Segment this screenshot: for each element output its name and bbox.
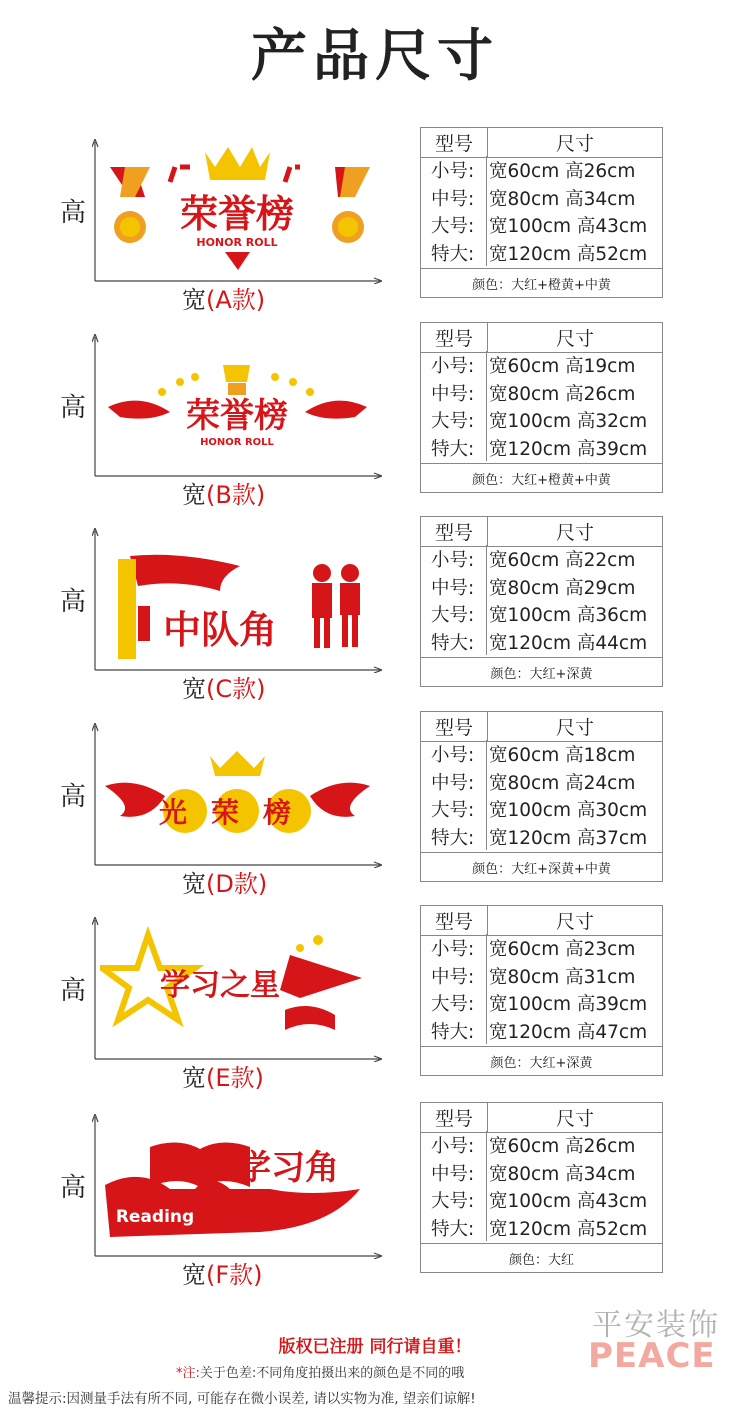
width-text: 宽 [182,481,206,509]
copyright-notice: 版权已注册 同行请自重！ [278,1337,472,1357]
size-table [420,127,663,298]
size-dims: 宽80cm 高31cm [489,966,636,988]
header-model: 型号 [421,1103,488,1133]
size-name: 小号: [431,1136,475,1157]
size-row [421,1216,662,1244]
size-cell [421,547,663,658]
table-body-row [421,936,663,1047]
size-table [420,516,663,687]
width-text: 宽 [182,870,206,898]
size-row [421,547,662,575]
size-row [421,213,662,241]
illus-main-text: 荣誉榜 [186,396,288,436]
table-divider [486,740,487,850]
color-row [421,853,663,882]
size-dims: 宽80cm 高34cm [489,188,636,210]
size-table [420,322,663,493]
size-row [421,241,662,269]
illus-sub-text: Reading [115,1207,195,1227]
size-cell [421,1133,663,1244]
size-dims: 宽60cm 高22cm [489,550,636,571]
product-section [0,322,750,512]
color-cell: 颜色：大红+深黄 [421,1047,663,1076]
glory-board-illustration [100,726,375,861]
size-dims: 宽100cm 高36cm [489,605,648,626]
size-row [421,825,662,853]
size-list [421,158,662,268]
size-dims: 宽100cm 高43cm [489,1191,648,1212]
size-row [421,158,662,186]
size-dims: 宽120cm 高39cm [489,438,648,460]
header-size: 尺寸 [488,906,663,936]
size-name: 特大: [431,827,475,849]
size-cell [421,158,663,269]
product-illustration [100,142,375,277]
table-divider [486,934,487,1044]
size-dims: 宽60cm 高26cm [489,1136,636,1157]
header-size: 尺寸 [488,128,663,158]
table-header-row [421,517,663,547]
size-name: 中号: [431,966,475,988]
product-section [0,127,750,317]
table-body-row [421,353,663,464]
size-row [421,408,662,436]
size-row [421,436,662,464]
width-text: 宽 [182,1261,206,1289]
size-dims: 宽100cm 高43cm [489,216,648,237]
size-dims: 宽80cm 高29cm [489,577,636,599]
size-name: 中号: [431,188,475,210]
table-header-row [421,128,663,158]
size-row [421,630,662,658]
table-header-row [421,323,663,353]
size-name: 中号: [431,1163,475,1185]
width-label [182,669,265,704]
table-divider [486,1131,487,1241]
illus-main-text: 荣誉榜 [179,192,295,236]
size-name: 小号: [431,550,475,571]
header-model: 型号 [421,712,488,742]
height-label: 高 [60,782,87,812]
size-row [421,1188,662,1216]
size-name: 小号: [431,356,475,377]
header-model: 型号 [421,128,488,158]
size-dims: 宽80cm 高26cm [489,383,636,405]
size-table [420,1102,663,1273]
table-divider [486,156,487,266]
measurement-tip: 温馨提示:因测量手法有所不同, 可能存在微小误差, 请以实物为准, 望亲们谅解! [8,1391,476,1407]
header-size: 尺寸 [488,323,663,353]
size-name: 大号: [431,800,475,821]
color-cell: 颜色：大红+深黄+中黄 [421,853,663,882]
size-row [421,991,662,1019]
learning-star-illustration [100,920,375,1055]
size-dims: 宽60cm 高19cm [489,356,636,377]
table-header-row [421,906,663,936]
product-illustration [100,337,375,472]
size-name: 中号: [431,772,475,794]
size-row [421,797,662,825]
illus-sub-text: HONOR ROLL [200,437,274,448]
size-row [421,353,662,381]
product-illustration [100,920,375,1055]
height-label: 高 [60,198,87,228]
header-model: 型号 [421,906,488,936]
color-row [421,464,663,493]
width-label [182,280,265,315]
illus-sub-text: HONOR ROLL [196,236,278,249]
size-name: 小号: [431,939,475,960]
size-dims: 宽100cm 高30cm [489,800,648,821]
illus-main-text: 中队角 [162,608,278,652]
size-name: 大号: [431,411,475,432]
watermark-cn: 平安装饰 [592,1308,720,1343]
height-label: 高 [60,587,87,617]
size-list [421,353,662,463]
size-list [421,1133,662,1243]
table-body-row [421,1133,663,1244]
size-row [421,186,662,214]
size-row [421,936,662,964]
size-name: 特大: [431,1021,475,1043]
size-dims: 宽60cm 高23cm [489,939,636,960]
product-section [0,905,750,1095]
size-name: 特大: [431,243,475,265]
size-name: 大号: [431,605,475,626]
size-row [421,381,662,409]
color-cell: 颜色：大红+橙黄+中黄 [421,269,663,298]
size-cell [421,742,663,853]
size-name: 小号: [431,745,475,766]
color-cell: 颜色：大红+橙黄+中黄 [421,464,663,493]
size-dims: 宽120cm 高52cm [489,1218,648,1240]
width-label [182,864,267,899]
product-section [0,516,750,706]
variant-label: (A款) [206,286,266,314]
size-row [421,770,662,798]
honor-roll-a-illustration [100,142,375,277]
watermark-en: PEACE [588,1336,716,1376]
color-note [176,1362,464,1381]
reading-corner-illustration [100,1117,375,1252]
product-illustration [100,531,375,666]
size-row [421,1161,662,1189]
header-size: 尺寸 [488,712,663,742]
table-body-row [421,547,663,658]
size-dims: 宽100cm 高39cm [489,994,648,1015]
height-label: 高 [60,393,87,423]
width-text: 宽 [182,1064,206,1092]
size-name: 特大: [431,438,475,460]
size-dims: 宽60cm 高26cm [489,161,636,182]
height-label: 高 [60,1173,87,1203]
size-name: 中号: [431,383,475,405]
height-label: 高 [60,976,87,1006]
header-size: 尺寸 [488,517,663,547]
size-list [421,547,662,657]
size-list [421,936,662,1046]
color-row [421,1047,663,1076]
color-row [421,1244,663,1273]
size-cell [421,936,663,1047]
size-table [420,711,663,882]
size-row [421,602,662,630]
size-name: 小号: [431,161,475,182]
table-body-row [421,742,663,853]
table-header-row [421,1103,663,1133]
size-row [421,1019,662,1047]
size-name: 特大: [431,632,475,654]
size-name: 大号: [431,216,475,237]
header-size: 尺寸 [488,1103,663,1133]
color-row [421,658,663,687]
product-section [0,711,750,901]
table-divider [486,545,487,655]
variant-label: (B款) [206,481,266,509]
size-dims: 宽120cm 高44cm [489,632,648,654]
size-row [421,1133,662,1161]
product-illustration [100,726,375,861]
honor-roll-b-illustration [100,337,375,472]
size-cell [421,353,663,464]
illus-main-text: 学习角 [237,1148,339,1188]
header-model: 型号 [421,323,488,353]
page-title: 产品尺寸 [251,23,499,89]
variant-label: (D款) [206,870,268,898]
width-text: 宽 [182,675,206,703]
size-name: 大号: [431,994,475,1015]
note-text: 关于色差:不同角度拍摄出来的颜色是不同的哦 [199,1366,465,1381]
header-model: 型号 [421,517,488,547]
size-name: 大号: [431,1191,475,1212]
size-name: 中号: [431,577,475,599]
variant-label: (E款) [206,1064,264,1092]
size-list [421,742,662,852]
table-divider [486,351,487,461]
illus-main-text: 光荣榜 [158,796,316,829]
width-text: 宽 [182,286,206,314]
variant-label: (F款) [206,1261,263,1289]
color-row [421,269,663,298]
size-dims: 宽80cm 高34cm [489,1163,636,1185]
product-section [0,1102,750,1292]
color-cell: 颜色：大红 [421,1244,663,1273]
table-header-row [421,712,663,742]
size-dims: 宽120cm 高47cm [489,1021,648,1043]
width-label [182,1255,263,1290]
table-body-row [421,158,663,269]
product-illustration [100,1117,375,1252]
size-dims: 宽120cm 高37cm [489,827,648,849]
size-row [421,964,662,992]
size-name: 特大: [431,1218,475,1240]
size-dims: 宽100cm 高32cm [489,411,648,432]
illus-main-text: 学习之星 [160,968,280,1003]
size-row [421,742,662,770]
size-table [420,905,663,1076]
variant-label: (C款) [206,675,266,703]
width-label [182,1058,264,1093]
size-row [421,575,662,603]
size-dims: 宽120cm 高52cm [489,243,648,265]
squad-corner-illustration [100,531,375,666]
size-dims: 宽60cm 高18cm [489,745,636,766]
size-dims: 宽80cm 高24cm [489,772,636,794]
color-cell: 颜色：大红+深黄 [421,658,663,687]
width-label [182,475,265,510]
note-star: *注: [176,1366,200,1381]
